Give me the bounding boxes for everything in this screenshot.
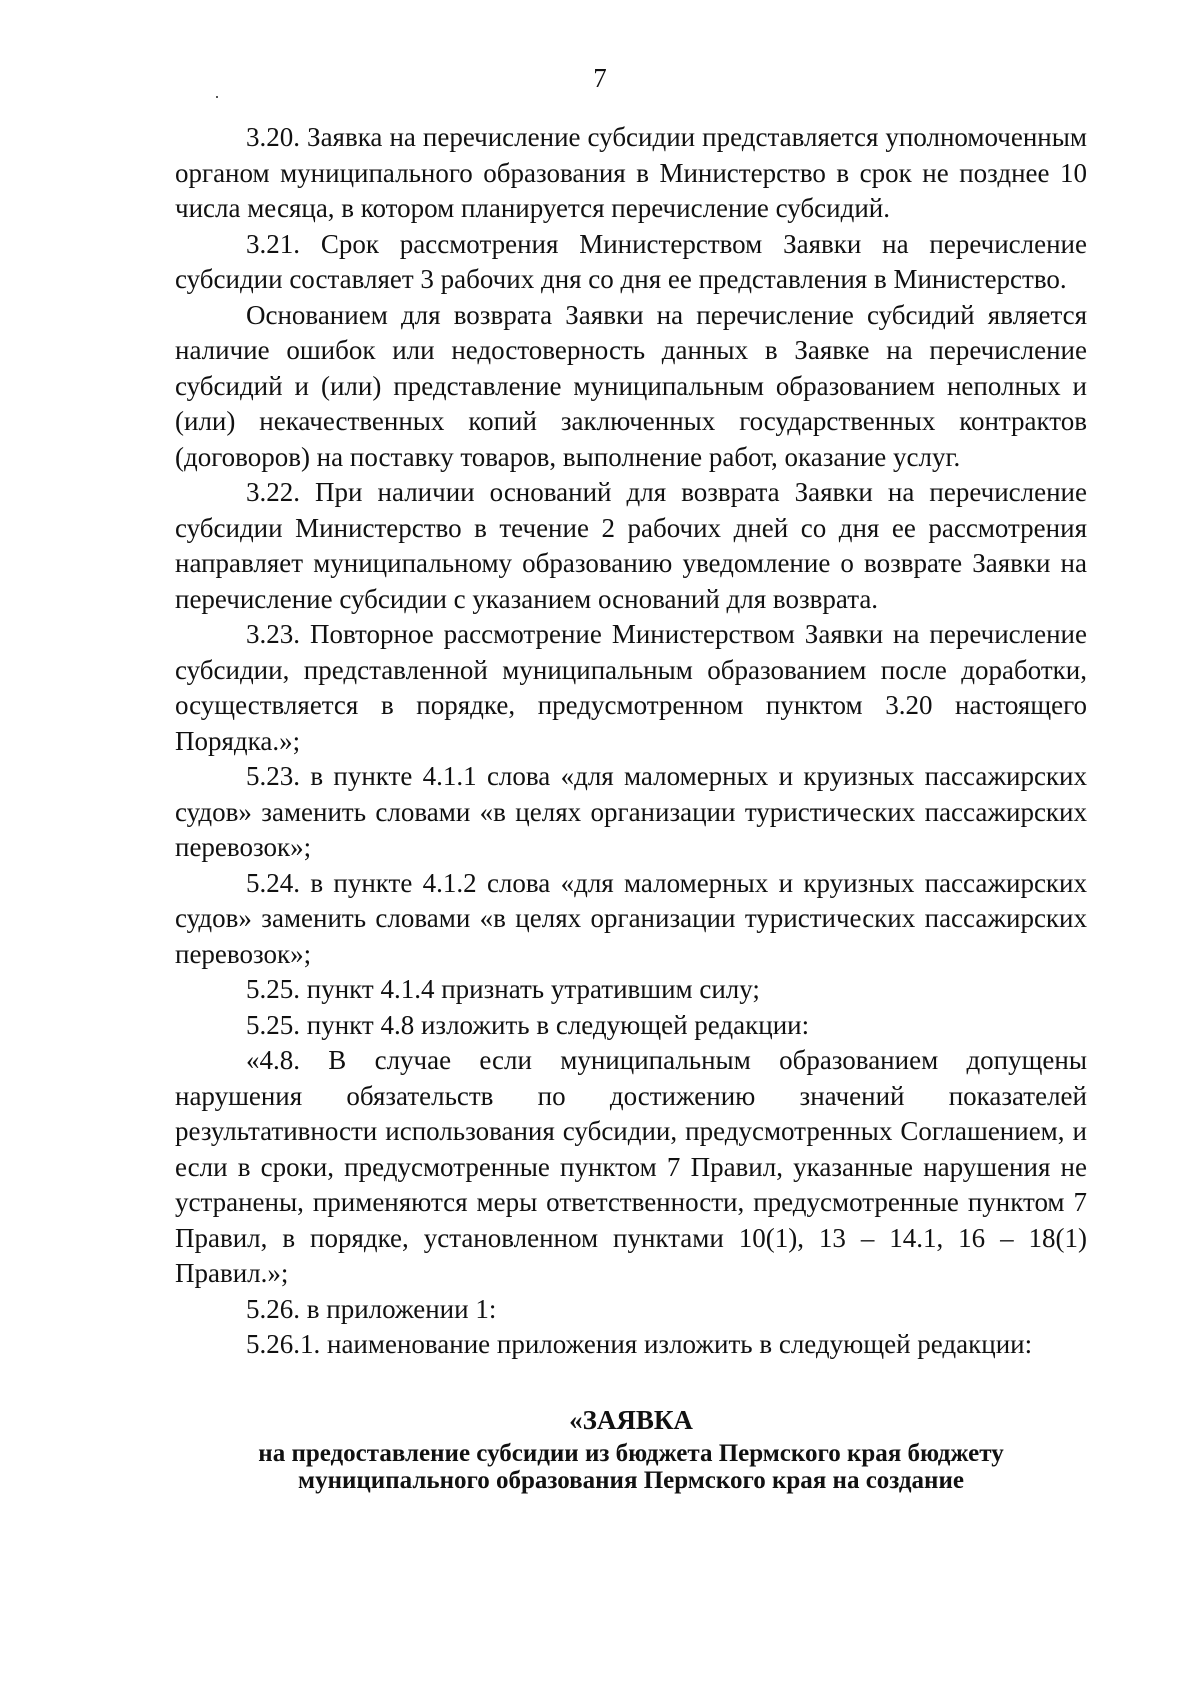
paragraph-5-23: 5.23. в пункте 4.1.1 слова «для маломерных и круизных пассажирских судов» заменить словами «в целях организации туристических пассажирских перевозок»; xyxy=(175,761,1087,862)
document-body xyxy=(175,120,1087,1494)
paragraph-5-25-b: 5.25. пункт 4.8 изложить в следующей редакции: xyxy=(246,1009,810,1040)
paragraph-5-26: 5.26. в приложении 1: xyxy=(246,1293,497,1324)
application-subheading: на предоставление субсидии из бюджета Пермского края бюджету муниципального образования Пермского края на создание xyxy=(258,1439,1004,1494)
scan-speck xyxy=(216,96,218,98)
paragraph-5-24: 5.24. в пункте 4.1.2 слова «для маломерных и круизных пассажирских судов» заменить словами «в целях организации туристических пассажирских перевозок»; xyxy=(175,867,1087,969)
paragraph-3-23: 3.23. Повторное рассмотрение Министерством Заявки на перечисление субсидии, представленной муниципальным образованием после доработки, осуществляется в порядке, предусмотренном пунктом 3.20 настоящего Порядка.»; xyxy=(175,619,1087,756)
paragraph-5-25-a: 5.25. пункт 4.1.4 признать утратившим силу; xyxy=(246,974,760,1004)
paragraph-3-21: 3.21. Срок рассмотрения Министерством Заявки на перечисление субсидии составляет 3 рабочих дня со дня ее представления в Министерство. xyxy=(175,228,1087,294)
paragraph-5-26-1: 5.26.1. наименование приложения изложить в следующей редакции: xyxy=(246,1329,1033,1359)
paragraph-3-20: 3.20. Заявка на перечисление субсидии представляется уполномоченным органом муниципального образования в Министерство в срок не позднее 10 числа месяца, в котором планируется перечисление субсидий. xyxy=(175,122,1087,223)
paragraph-4-8: «4.8. В случае если муниципальным образованием допущены нарушения обязательств по достижению значений показателей результативности использования субсидии, предусмотренных Соглашением, и если в сроки, предусмотренные пунктом 7 Правил, указанные нарушения не устранены, применяются меры ответственности, предусмотренные пунктом 7 Правил, в порядке, установленном пунктами 10(1), 13 – 14.1, 16 – 18(1) Правил.»; xyxy=(175,1045,1087,1288)
paragraph-3-22: 3.22. При наличии оснований для возврата Заявки на перечисление субсидии Министерство в течение 2 рабочих дней со дня ее рассмотрения направляет муниципальному образованию уведомление о возврате Заявки на перечисление субсидии с указанием оснований для возврата. xyxy=(175,477,1087,614)
application-heading: «ЗАЯВКА xyxy=(569,1404,693,1435)
paragraph-return-grounds: Основанием для возврата Заявки на перечисление субсидий является наличие ошибок или недостоверность данных в Заявке на перечисление субсидий и (или) представление муниципальным образованием неполных и (или) некачественных копий заключенных государственных контрактов (договоров) на поставку товаров, выполнение работ, оказание услуг. xyxy=(175,299,1087,472)
page-number: 7 xyxy=(593,63,607,93)
